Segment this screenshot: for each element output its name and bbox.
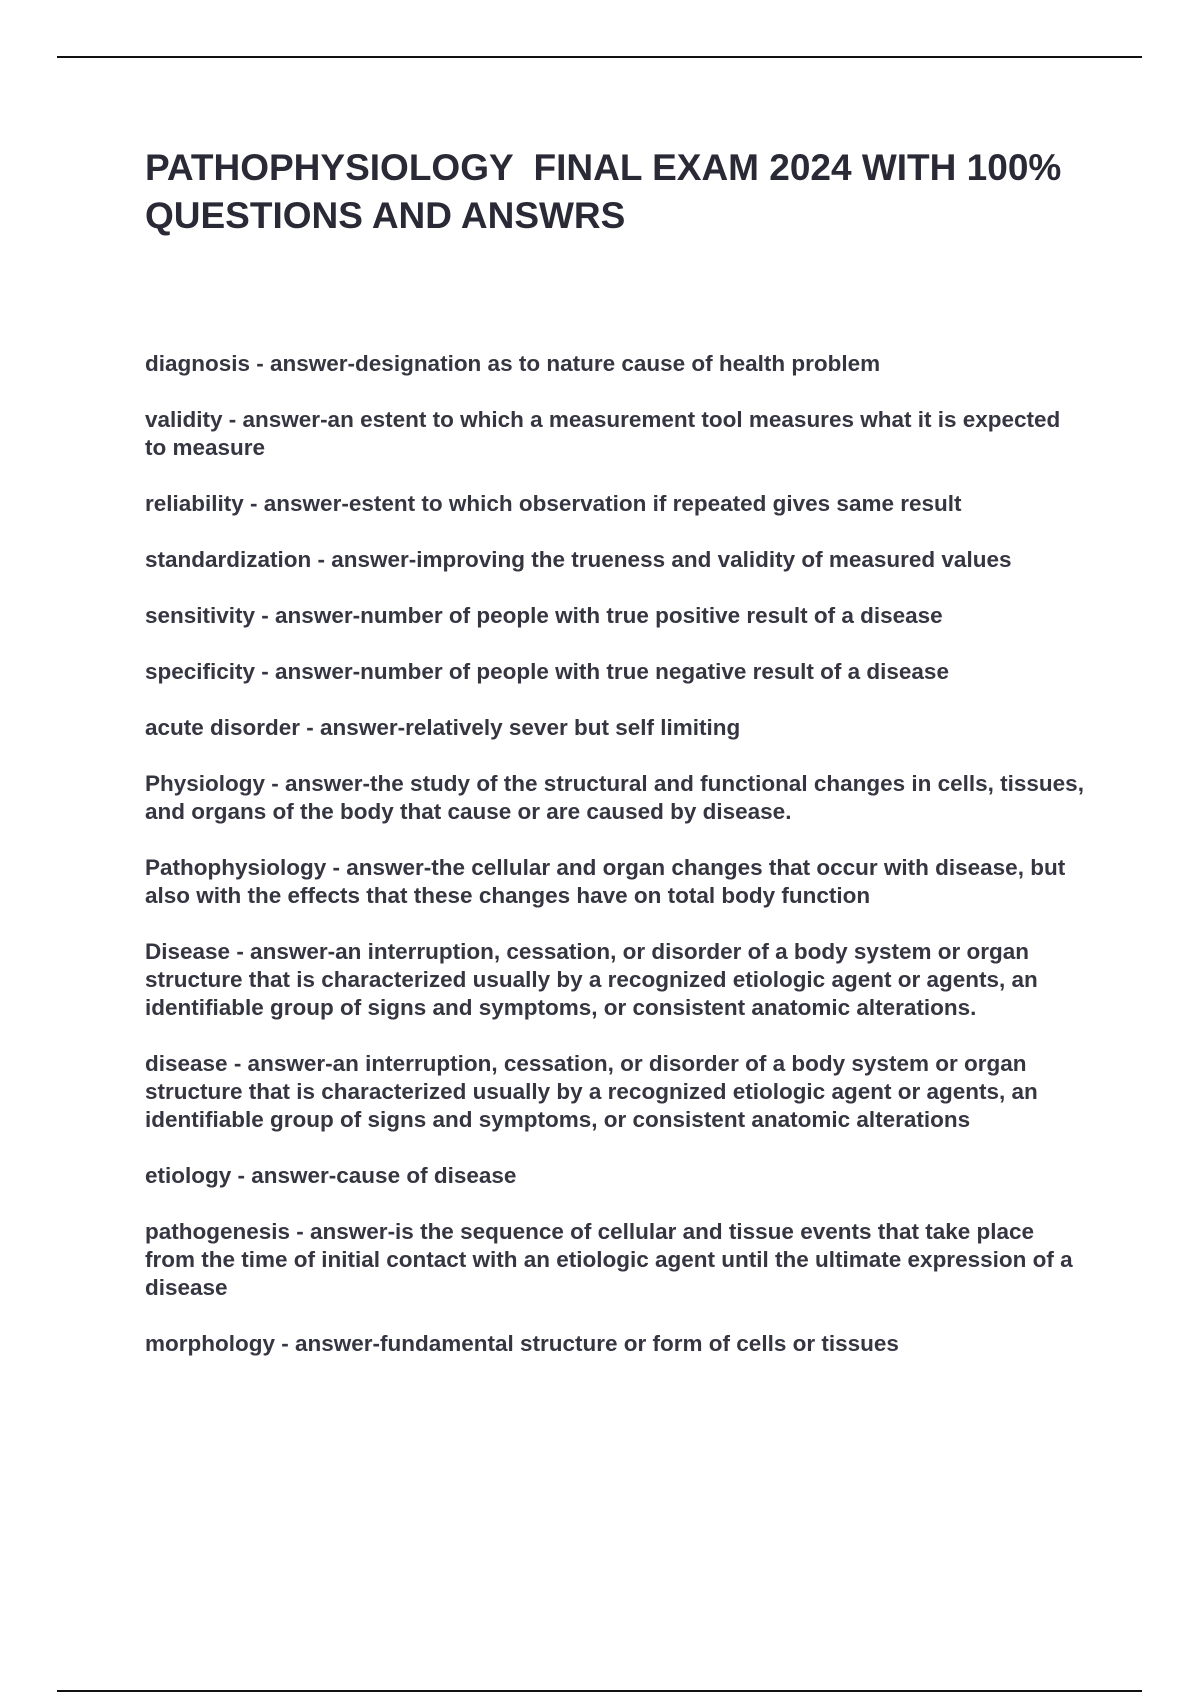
qa-entry: pathogenesis - answer-is the sequence of cellular and tissue events that take place from the time of initial contact with an etiologic agent until the ultimate expression of a disease [145, 1219, 1073, 1300]
qa-entry: reliability - answer-estent to which observation if repeated gives same result [145, 491, 962, 516]
qa-entry: disease - answer-an interruption, cessation, or disorder of a body system or organ structure that is characterized usually by a recognized etiologic agent or agents, an identifiable group of signs and symptoms, or consistent anatomic alterations [145, 1051, 1038, 1132]
qa-entry: Pathophysiology - answer-the cellular and organ changes that occur with disease, but also with the effects that these changes have on total body function [145, 855, 1066, 908]
top-rule [57, 56, 1142, 58]
qa-entry: standardization - answer-improving the trueness and validity of measured values [145, 547, 1012, 572]
bottom-rule [57, 1690, 1142, 1692]
qa-entry: specificity - answer-number of people with true negative result of a disease [145, 659, 949, 684]
qa-entry: etiology - answer-cause of disease [145, 1163, 517, 1188]
qa-entry: Physiology - answer-the study of the structural and functional changes in cells, tissues, and organs of the body that cause or are caused by disease. [145, 771, 1084, 824]
qa-entry: acute disorder - answer-relatively sever but self limiting [145, 715, 741, 740]
qa-entry: diagnosis - answer-designation as to nature cause of health problem [145, 351, 881, 376]
qa-entry: morphology - answer-fundamental structure or form of cells or tissues [145, 1331, 899, 1356]
qa-entry: sensitivity - answer-number of people with true positive result of a disease [145, 603, 943, 628]
qa-entry: Disease - answer-an interruption, cessation, or disorder of a body system or organ structure that is characterized usually by a recognized etiologic agent or agents, an identifiable group of signs and symptoms, or consistent anatomic alterations. [145, 939, 1038, 1020]
document-title: PATHOPHYSIOLOGY FINAL EXAM 2024 WITH 100% QUESTIONS AND ANSWRS [145, 147, 1072, 236]
qa-entry: validity - answer-an estent to which a measurement tool measures what it is expected to measure [145, 407, 1061, 460]
qa-list [145, 350, 1085, 1386]
